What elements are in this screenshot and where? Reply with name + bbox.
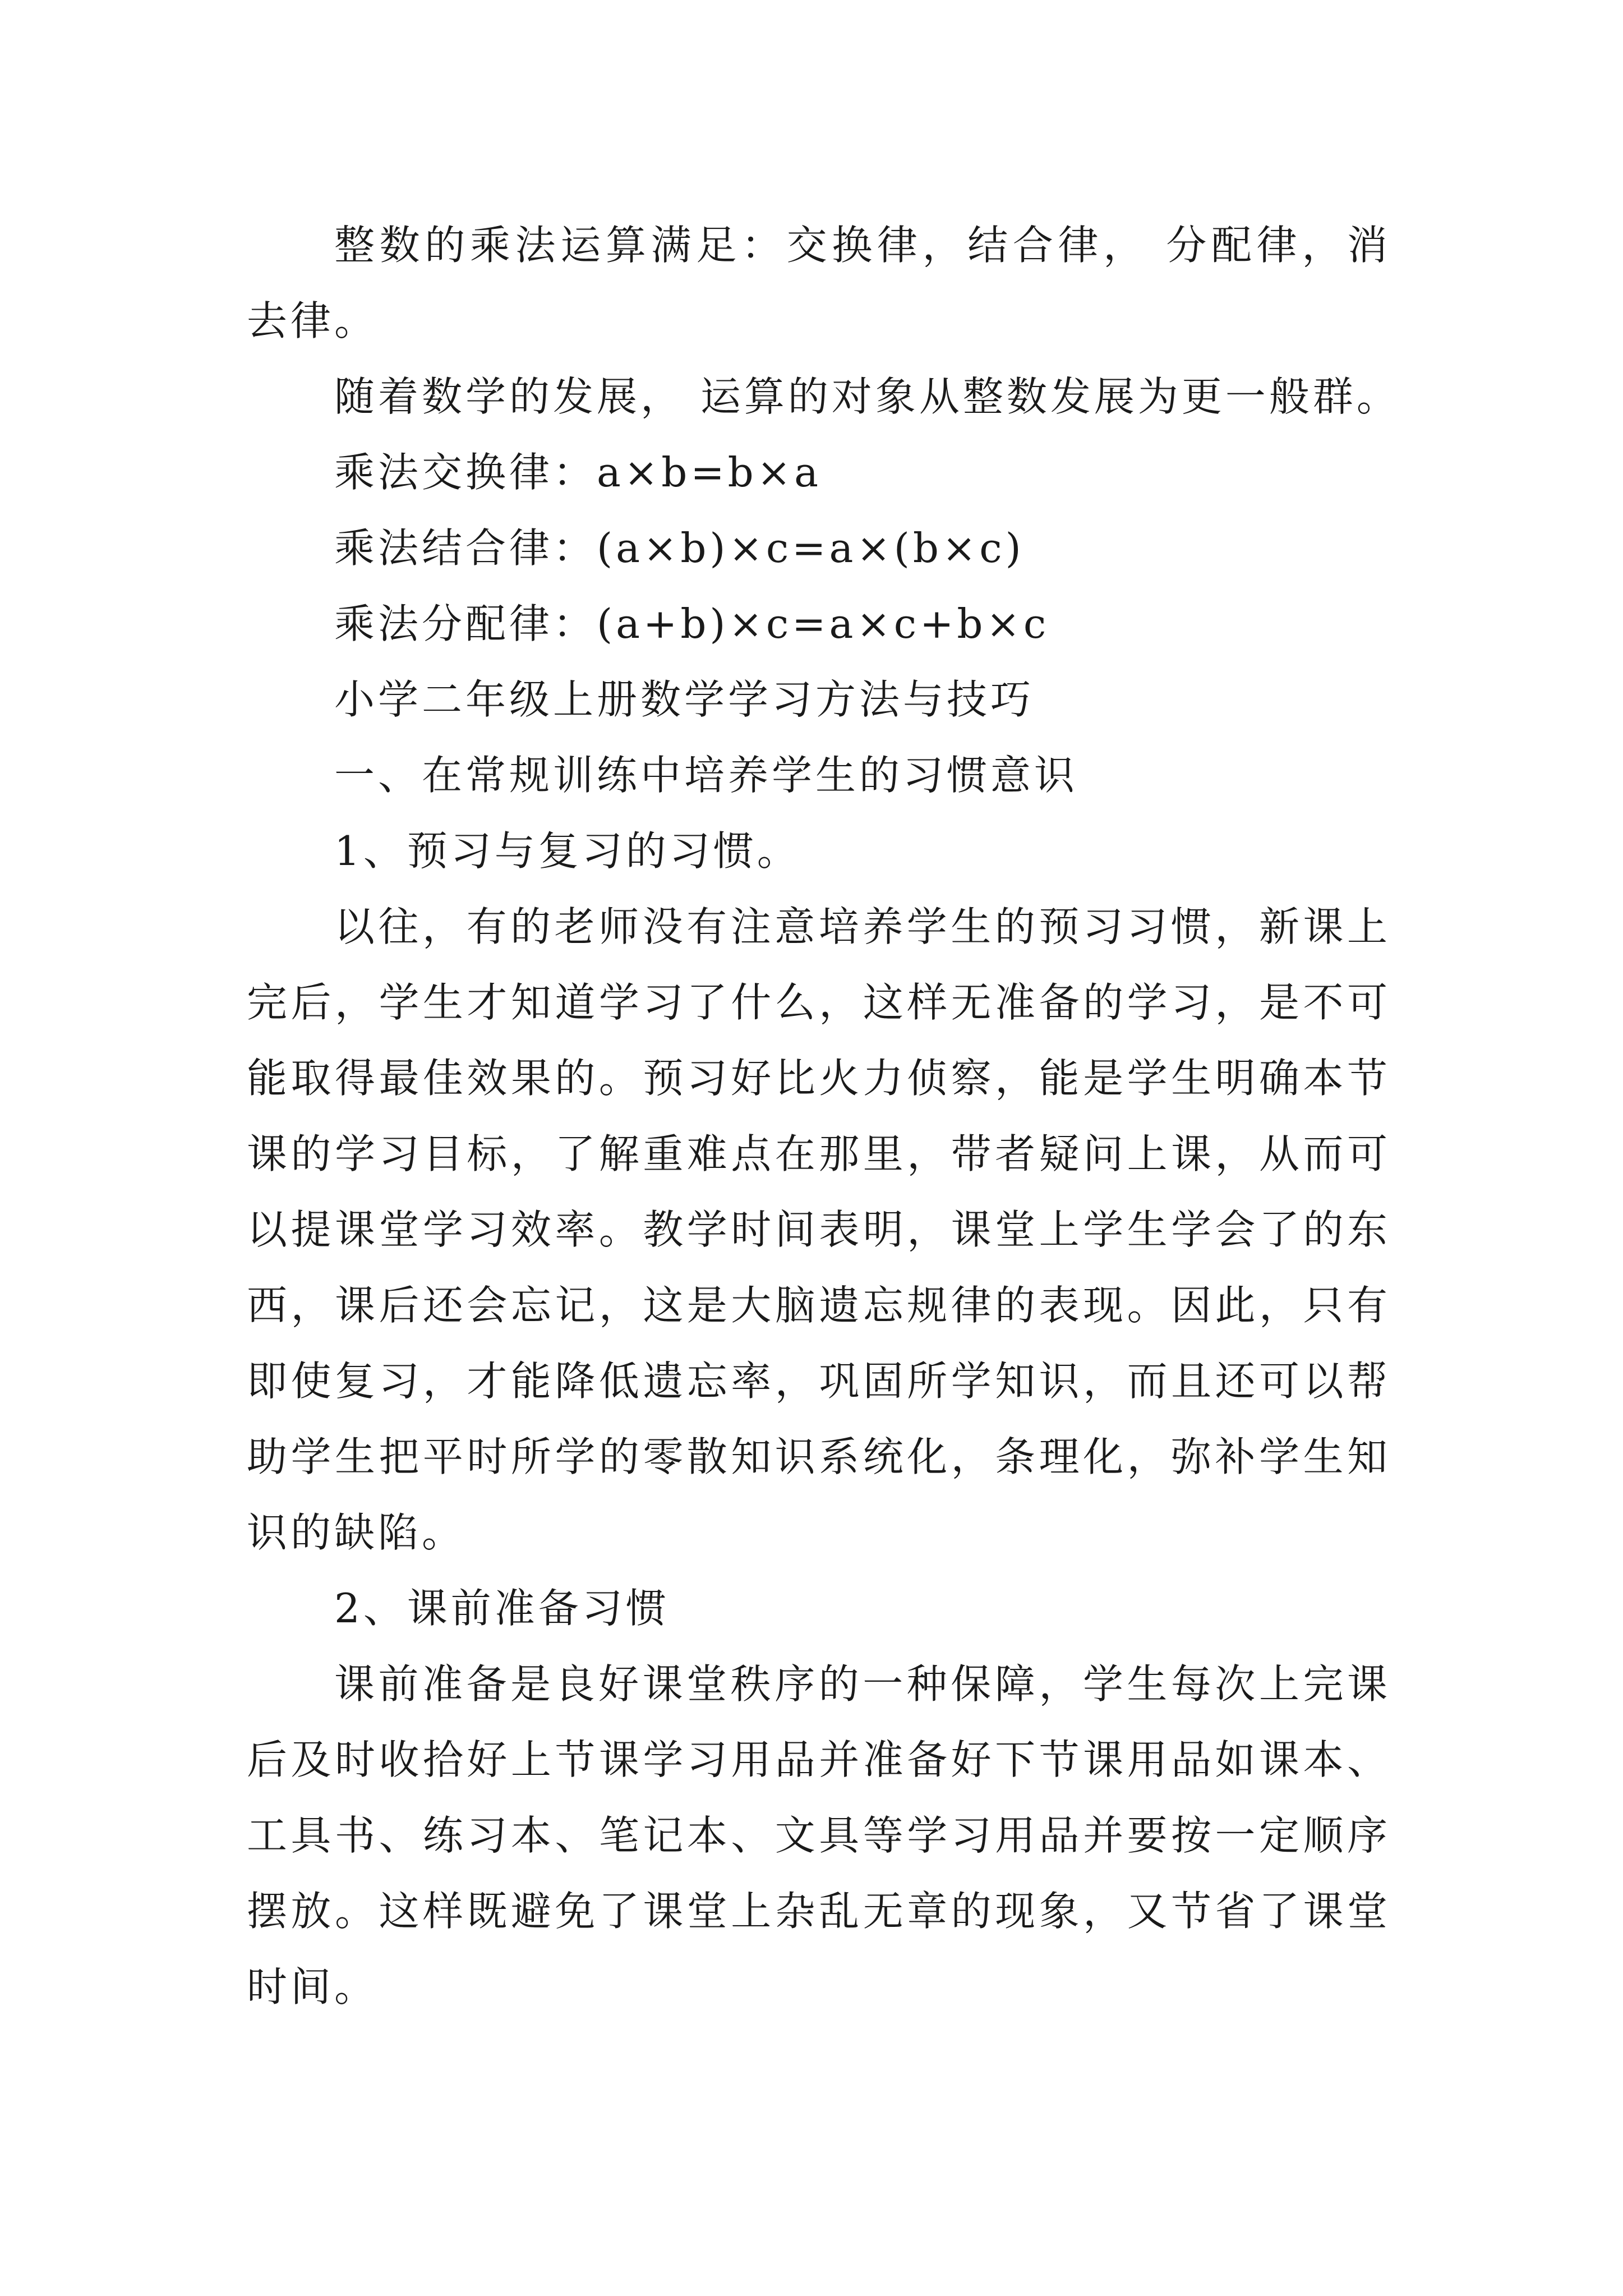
paragraph-class-preparation-body: 课前准备是良好课堂秩序的一种保障，学生每次上完课后及时收拾好上节课学习用品并准备好下节课用品如课本、工具书、练习本、笔记本、文具等学习用品并要按一定顺序摆放。这样既避免了课堂上杂乱无章的现象，又节省了课堂时间。: [247, 1660, 1391, 2010]
document-page: [247, 208, 1400, 2025]
section-title: 小学二年级上册数学学习方法与技巧: [334, 676, 1035, 723]
subheading-class-preparation: 2、课前准备习惯: [334, 1585, 670, 1632]
heading-habit-awareness: 一、在常规训练中培养学生的习惯意识: [334, 752, 1078, 799]
paragraph-commutative-law: 乘法交换律：a×b=b×a: [334, 449, 822, 496]
paragraph-multiplication-laws-intro: 整数的乘法运算满足：交换律，结合律， 分配律，消去律。: [247, 222, 1391, 344]
paragraph-group-development: 随着数学的发展， 运算的对象从整数发展为更一般群。: [334, 373, 1400, 420]
paragraph-preview-review-body: 以往，有的老师没有注意培养学生的预习习惯，新课上完后，学生才知道学习了什么，这样无准备的学习，是不可能取得最佳效果的。预习好比火力侦察，能是学生明确本节课的学习目标，了解重难点在那里，带者疑问上课，从而可以提课堂学习效率。教学时间表明，课堂上学生学会了的东西，课后还会忘记，这是大脑遗忘规律的表现。因此，只有即使复习，才能降低遗忘率，巩固所学知识，而且还可以帮助学生把平时所学的零散知识系统化，条理化，弥补学生知识的缺陷。: [247, 903, 1391, 1556]
paragraph-distributive-law: 乘法分配律：(a+b)×c=a×c+b×c: [334, 600, 1050, 647]
subheading-preview-review: 1、预习与复习的习惯。: [334, 827, 801, 875]
paragraph-associative-law: 乘法结合律：(a×b)×c=a×(b×c): [334, 524, 1025, 572]
